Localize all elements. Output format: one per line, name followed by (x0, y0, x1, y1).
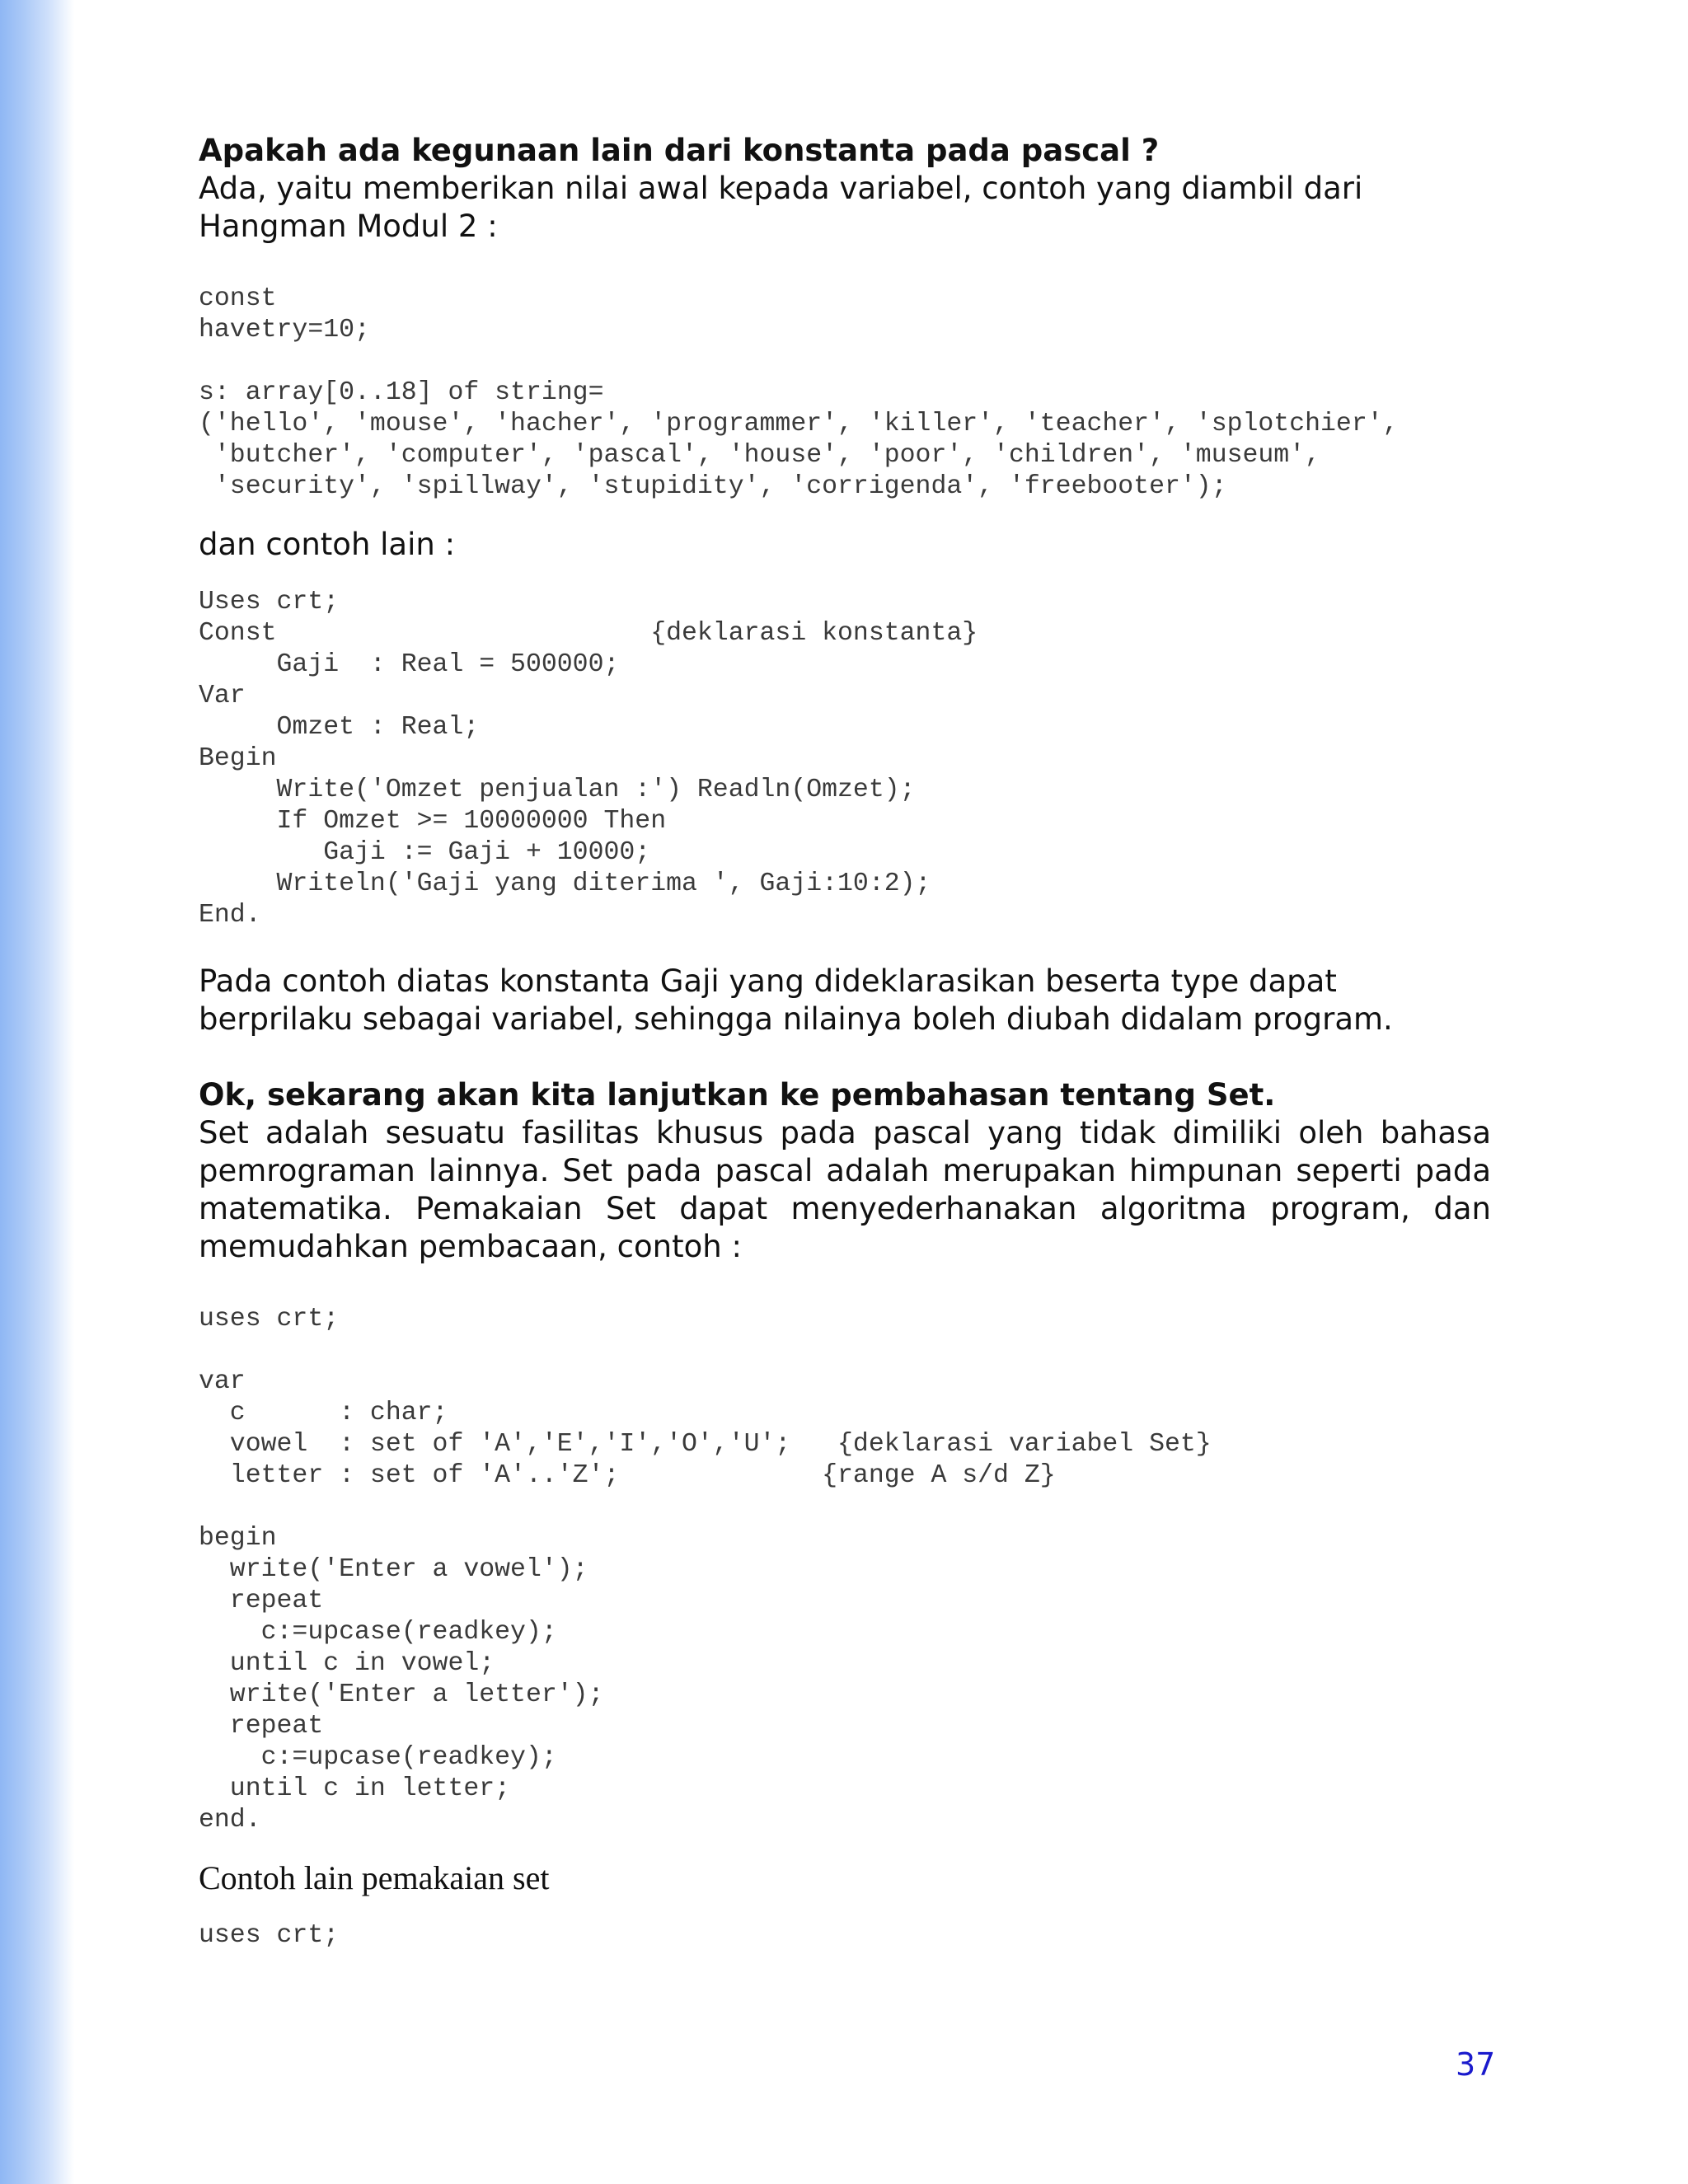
set-heading: Ok, sekarang akan kita lanjutkan ke pembahasan tentang Set. (199, 1077, 1276, 1113)
page-content (199, 132, 1491, 1952)
decorative-side-band (0, 0, 74, 2184)
code-block-uses: uses crt; (199, 1921, 340, 1950)
intro-paragraph: Ada, yaitu memberikan nilai awal kepada variabel, contoh yang diambil dari Hangman Modul 2 : (199, 171, 1363, 244)
page-number: 37 (1456, 2046, 1496, 2083)
code-block-set: uses crt; var c : char; vowel : set of 'A','E','I','O','U'; {deklarasi variabel Set} letter : set of 'A'..'Z'; {range A s/d Z} begin write('Enter a vowel'); repeat c:=upcase(readkey); until c in vowel; write('Enter a letter'); repeat c:=upcase(readkey); until c in letter; end. (199, 1305, 1212, 1835)
code-block-gaji: Uses crt; Const {deklarasi konstanta} Gaji : Real = 500000; Var Omzet : Real; Begin Write('Omzet penjualan :') Readln(Omzet); If Omzet >= 10000000 Then Gaji := Gaji + 10000; Writeln('Gaji yang diterima ', Gaji:10:2); End. (199, 588, 978, 930)
set-paragraph: Set adalah sesuatu fasilitas khusus pada pascal yang tidak dimiliki oleh bahasa pemrograman lainnya. Set pada pascal adalah merupakan himpunan seperti pada matematika. Pemakaian Set dapat menyederhanakan algoritma program, dan memudahkan pembacaan, contoh : (199, 1115, 1491, 1264)
other-set-label: Contoh lain pemakaian set (199, 1859, 550, 1896)
heading-question: Apakah ada kegunaan lain dari konstanta pada pascal ? (199, 133, 1160, 168)
other-example-label: dan contoh lain : (199, 527, 456, 562)
code-block-hangman: const havetry=10; s: array[0..18] of string= ('hello', 'mouse', 'hacher', 'programmer', 'killer', 'teacher', 'splotchier', 'butcher', 'computer', 'pascal', 'house', 'poor', 'children', 'museum', 'security', 'spillway', 'stupidity', 'corrigenda', 'freebooter'); (199, 284, 1399, 501)
explanation-paragraph: Pada contoh diatas konstanta Gaji yang dideklarasikan beserta type dapat berprilaku sebagai variabel, sehingga nilainya boleh diubah didalam program. (199, 963, 1393, 1037)
